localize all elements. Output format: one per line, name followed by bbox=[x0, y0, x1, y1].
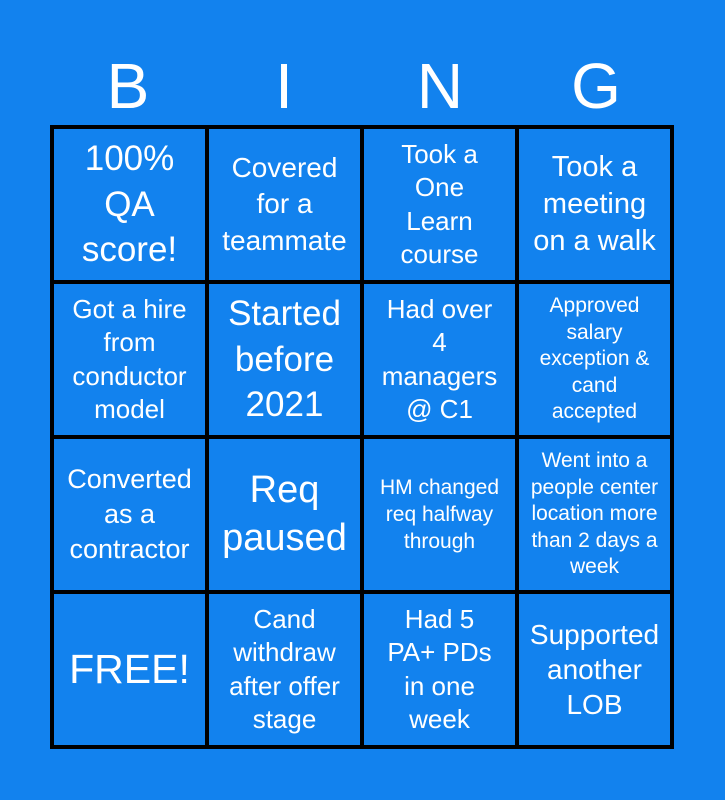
bingo-cell-text: Had 5 PA+ PDs in one week bbox=[387, 603, 492, 734]
bingo-cell[interactable] bbox=[364, 284, 515, 435]
bingo-free-cell[interactable] bbox=[54, 594, 205, 745]
bingo-cell-text: Supported another LOB bbox=[529, 619, 660, 720]
bingo-cell-text: Req paused bbox=[222, 469, 347, 559]
bingo-cell-text: Had over 4 managers @ C1 bbox=[381, 293, 498, 424]
bingo-cell[interactable] bbox=[519, 129, 670, 280]
bingo-cell[interactable] bbox=[364, 129, 515, 280]
bingo-cell-text: Converted as a contractor bbox=[67, 463, 192, 565]
bingo-cell[interactable] bbox=[209, 129, 360, 280]
header-letter-n: N bbox=[416, 50, 464, 122]
bingo-cell-text: Went into a people center location more than 2 days a week bbox=[530, 448, 659, 579]
bingo-board bbox=[50, 125, 674, 749]
bingo-cell[interactable] bbox=[209, 439, 360, 590]
bingo-cell[interactable] bbox=[519, 284, 670, 435]
bingo-cell-text: Took a One Learn course bbox=[400, 138, 479, 269]
bingo-cell-text: Took a meeting on a walk bbox=[533, 151, 656, 257]
bingo-cell[interactable] bbox=[54, 129, 205, 280]
bingo-cell-text: FREE! bbox=[69, 645, 190, 692]
bingo-cell-text: Covered for a teammate bbox=[222, 151, 347, 256]
bingo-cell-text: HM changed req halfway through bbox=[379, 475, 500, 554]
bingo-cell-text: 100% QA score! bbox=[81, 139, 178, 270]
bingo-cell-text: Started before 2021 bbox=[228, 294, 341, 425]
bingo-cell-text: Cand withdraw after offer stage bbox=[229, 603, 340, 734]
header-letter-g: G bbox=[571, 50, 621, 122]
bingo-cell-text: Got a hire from conductor model bbox=[72, 293, 187, 424]
bingo-cell[interactable] bbox=[519, 594, 670, 745]
header-letter-b: B bbox=[106, 50, 150, 122]
bingo-cell[interactable] bbox=[209, 594, 360, 745]
bingo-cell[interactable] bbox=[519, 439, 670, 590]
bingo-cell[interactable] bbox=[364, 594, 515, 745]
bingo-cell[interactable] bbox=[364, 439, 515, 590]
header-letter-i: I bbox=[275, 50, 293, 122]
bingo-cell-text: Approved salary exception & cand accepted bbox=[539, 293, 650, 424]
bingo-header bbox=[50, 52, 674, 120]
bingo-cell[interactable] bbox=[209, 284, 360, 435]
bingo-cell[interactable] bbox=[54, 439, 205, 590]
bingo-cell[interactable] bbox=[54, 284, 205, 435]
